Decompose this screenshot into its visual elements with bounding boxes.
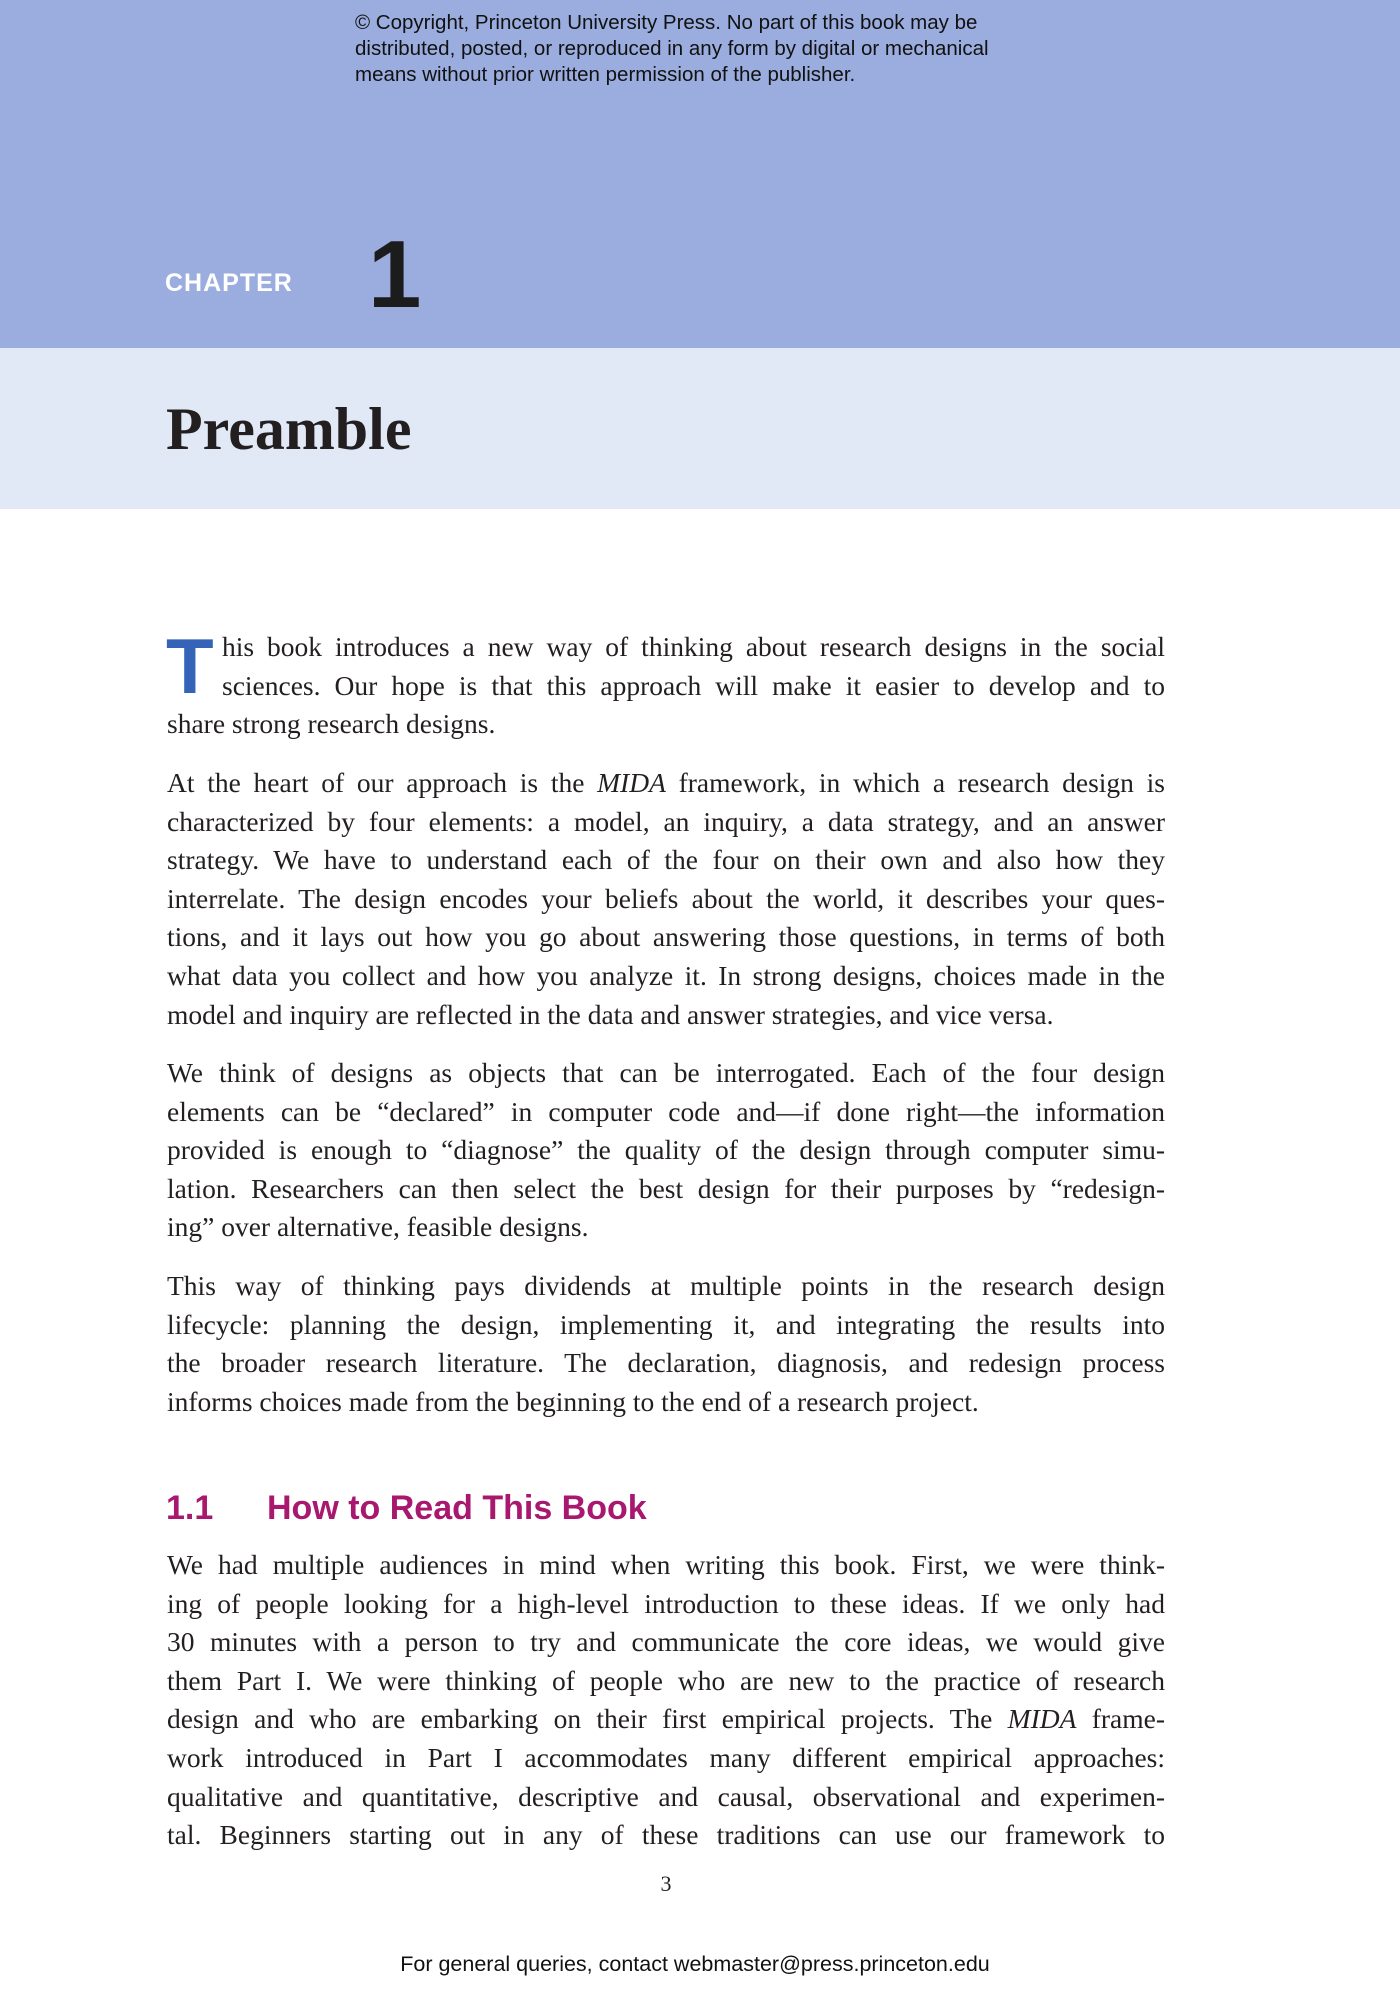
text-line: lation. Researchers can then select the best design for their purposes by “redesign- — [167, 1172, 1165, 1204]
section-title: How to Read This Book — [267, 1489, 647, 1527]
chapter-title: Preamble — [166, 396, 412, 462]
drop-cap: T — [166, 622, 214, 710]
text-line: work introduced in Part I accommodates many different empirical approaches: — [167, 1741, 1165, 1773]
text-line: tions, and it lays out how you go about answering those questions, in terms of both — [167, 921, 1165, 953]
text-line: strategy. We have to understand each of the four on their own and also how they — [167, 844, 1165, 876]
paragraph-4 — [167, 1267, 1165, 1421]
text-line: ing” over alternative, feasible designs. — [167, 1211, 589, 1243]
copyright-line: means without prior written permission of the publisher. — [355, 63, 856, 86]
copyright-line: distributed, posted, or reproduced in any form by digital or mechanical — [355, 37, 989, 60]
text-line: informs choices made from the beginning to the end of a research project. — [167, 1385, 979, 1417]
text-line: what data you collect and how you analyze it. In strong designs, choices made in the — [167, 959, 1165, 991]
text-line: qualitative and quantitative, descriptive and causal, observational and experimen- — [167, 1780, 1165, 1812]
text-line: design and who are embarking on their first empirical projects. The MIDA frame- — [167, 1703, 1165, 1735]
text-line: lifecycle: planning the design, implementing it, and integrating the results into — [167, 1308, 1165, 1340]
chapter-number: 1 — [368, 221, 420, 328]
text-line: characterized by four elements: a model, an inquiry, a data strategy, and an answer — [167, 805, 1165, 837]
text-line: model and inquiry are reflected in the data and answer strategies, and vice versa. — [167, 998, 1054, 1030]
copyright-line: © Copyright, Princeton University Press. No part of this book may be — [355, 11, 978, 34]
text-line: ing of people looking for a high-level introduction to these ideas. If we only had — [167, 1587, 1165, 1619]
text-line: provided is enough to “diagnose” the quality of the design through computer simu- — [167, 1134, 1165, 1166]
text-line: share strong research designs. — [167, 708, 496, 740]
paragraph-3 — [167, 1054, 1165, 1247]
text-line: At the heart of our approach is the MIDA framework, in which a research design is — [167, 767, 1165, 798]
text-line: interrelate. The design encodes your beliefs about the world, it describes your ques- — [167, 882, 1165, 914]
page-number: 3 — [660, 1871, 672, 1896]
text-line: This way of thinking pays dividends at multiple points in the research design — [167, 1270, 1165, 1301]
text-line: 30 minutes with a person to try and communicate the core ideas, we would give — [167, 1626, 1165, 1658]
italic-term: MIDA — [1007, 1703, 1077, 1735]
footer-contact: For general queries, contact webmaster@press.princeton.edu — [400, 1952, 990, 1976]
text-line: tal. Beginners starting out in any of these traditions can use our framework to — [167, 1819, 1165, 1851]
text-line: We think of designs as objects that can be interrogated. Each of the four design — [167, 1057, 1165, 1088]
paragraph-1 — [166, 622, 1165, 744]
section-number: 1.1 — [166, 1489, 214, 1527]
text-line: elements can be “declared” in computer code and—if done right—the information — [167, 1095, 1165, 1127]
italic-term: MIDA — [597, 767, 666, 798]
paragraph-2 — [167, 764, 1165, 1034]
chapter-label: CHAPTER — [165, 269, 293, 297]
text-line: them Part I. We were thinking of people who are new to the practice of research — [167, 1664, 1165, 1696]
text-line: his book introduces a new way of thinking about research designs in the social — [222, 631, 1165, 662]
section-paragraph-1 — [167, 1546, 1165, 1855]
text-line: the broader research literature. The declaration, diagnosis, and redesign process — [167, 1347, 1165, 1379]
text-line: sciences. Our hope is that this approach will make it easier to develop and to — [222, 669, 1165, 701]
text-line: We had multiple audiences in mind when writing this book. First, we were think- — [167, 1549, 1165, 1580]
copyright-notice — [355, 10, 1075, 88]
